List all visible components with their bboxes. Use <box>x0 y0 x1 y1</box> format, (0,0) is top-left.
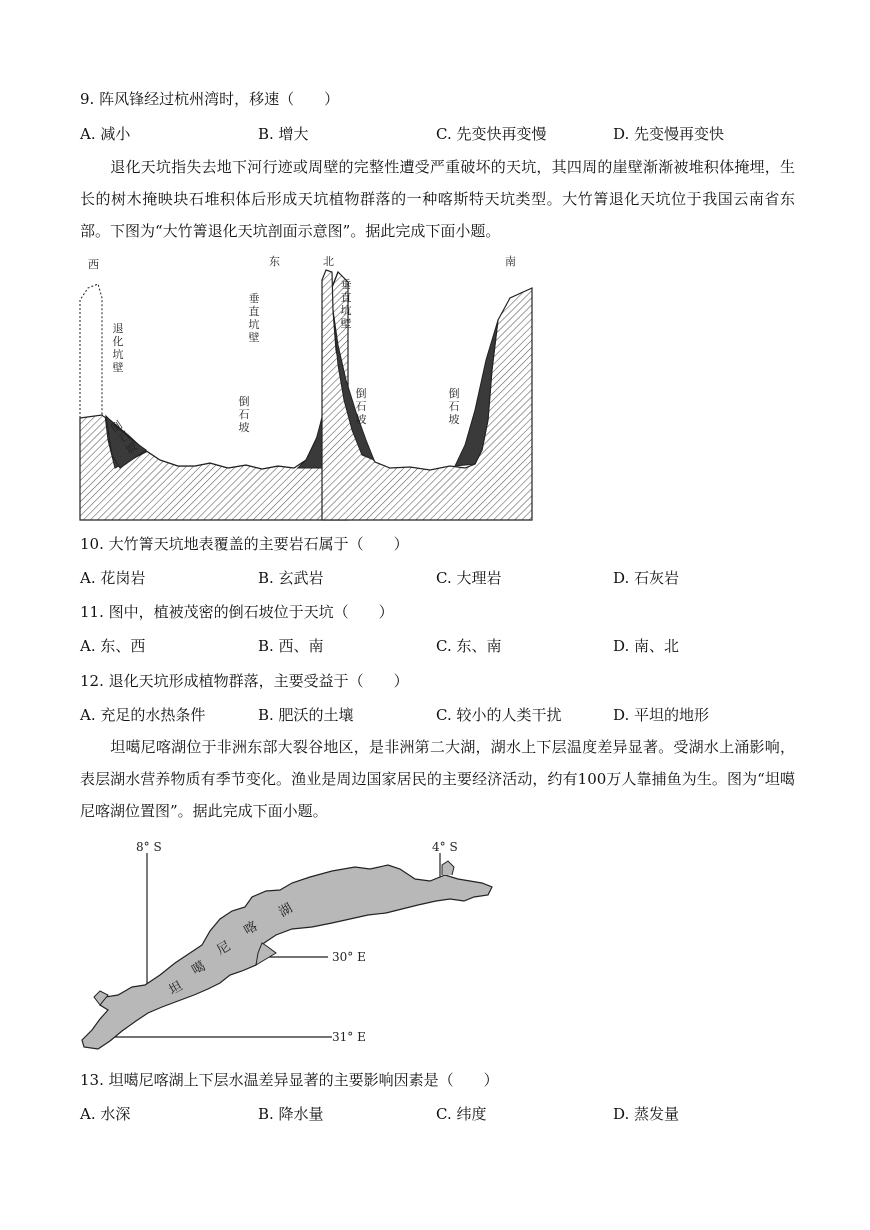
lake-char-1: 坦 <box>166 978 186 999</box>
label-vertical-wall-right: 垂直坑壁 <box>340 278 352 330</box>
label-30e: 30° E <box>332 950 366 964</box>
passage-tanganyika-text: 坦噶尼喀湖位于非洲东部大裂谷地区，是非洲第二大湖，湖水上下层温度差异显著。受湖水上涌影响，表层湖水营养物质有季节变化。渔业是周边国家居民的主要经济活动，约有100万人靠捕鱼为生。图为“坦噶尼喀湖位置图”。据此完成下面小题。 <box>80 738 795 820</box>
q12-option-d: D. 平坦的地形 <box>613 706 710 724</box>
left-degraded-wall <box>80 284 102 418</box>
q12-option-c: C. 较小的人类干扰 <box>436 706 562 724</box>
doline-profile-svg <box>70 250 540 525</box>
passage-tanganyika <box>80 731 795 827</box>
label-talus-south: 倒石坡 <box>448 387 460 426</box>
figure-doline-profile <box>70 250 540 525</box>
q9-option-d: D. 先变慢再变快 <box>613 125 725 143</box>
label-west: 西 <box>88 258 99 271</box>
lake-char-3: 尼 <box>214 938 234 959</box>
q12-option-a: A. 充足的水热条件 <box>80 706 206 724</box>
question-9-stem: 9. 阵风锋经过杭州湾时，移速（ ） <box>80 90 340 108</box>
q10-option-a: A. 花岗岩 <box>80 569 146 587</box>
right-hatch-body <box>322 270 532 520</box>
q9-option-b: B. 增大 <box>258 125 309 143</box>
q13-option-a: A. 水深 <box>80 1105 131 1123</box>
question-13-stem: 13. 坦噶尼喀湖上下层水温差异显著的主要影响因素是（ ） <box>80 1071 499 1089</box>
q11-option-c: C. 东、南 <box>436 637 502 655</box>
label-talus-east: 倒石坡 <box>238 395 250 434</box>
label-talus-north: 倒石坡 <box>355 387 367 426</box>
q13-option-b: B. 降水量 <box>258 1105 324 1123</box>
q11-option-a: A. 东、西 <box>80 637 146 655</box>
passage-tiankeng <box>80 151 795 247</box>
q11-option-d: D. 南、北 <box>613 637 680 655</box>
question-10-stem: 10. 大竹箐天坑地表覆盖的主要岩石属于（ ） <box>80 535 409 553</box>
q13-option-c: C. 纬度 <box>436 1105 487 1123</box>
lake-char-2: 噶 <box>189 958 209 979</box>
label-talus-west: 倒石坡 <box>108 418 140 457</box>
passage-tiankeng-text: 退化天坑指失去地下河行迹或周壁的完整性遭受严重破坏的天坑，其四周的崖壁渐渐被堆积体掩埋，生长的树木掩映块石堆积体后形成天坑植物群落的一种喀斯特天坑类型。大竹箐退化天坑位于我国云南省东部。下图为“大竹箐退化天坑剖面示意图”。据此完成下面小题。 <box>80 158 795 240</box>
label-vertical-wall-left: 垂直坑壁 <box>248 292 260 344</box>
q13-option-d: D. 蒸发量 <box>613 1105 680 1123</box>
label-north: 北 <box>323 255 334 268</box>
question-11-stem: 11. 图中，植被茂密的倒石坡位于天坑（ ） <box>80 603 394 621</box>
q9-option-a: A. 减小 <box>80 125 131 143</box>
lake-char-5: 湖 <box>276 900 296 921</box>
lake-map-svg <box>70 835 510 1060</box>
figure-lake-map <box>70 835 510 1060</box>
label-east: 东 <box>269 255 280 268</box>
label-4s: 4° S <box>432 840 458 854</box>
label-degraded-wall: 退化坑壁 <box>112 322 124 374</box>
q10-option-c: C. 大理岩 <box>436 569 502 587</box>
lake-char-4: 喀 <box>241 918 261 939</box>
question-12-stem: 12. 退化天坑形成植物群落，主要受益于（ ） <box>80 672 409 690</box>
q10-option-b: B. 玄武岩 <box>258 569 324 587</box>
q9-option-c: C. 先变快再变慢 <box>436 125 547 143</box>
label-31e: 31° E <box>332 1030 366 1044</box>
q12-option-b: B. 肥沃的土壤 <box>258 706 354 724</box>
q11-option-b: B. 西、南 <box>258 637 324 655</box>
q10-option-d: D. 石灰岩 <box>613 569 680 587</box>
label-south: 南 <box>505 255 516 268</box>
label-8s: 8° S <box>136 840 162 854</box>
